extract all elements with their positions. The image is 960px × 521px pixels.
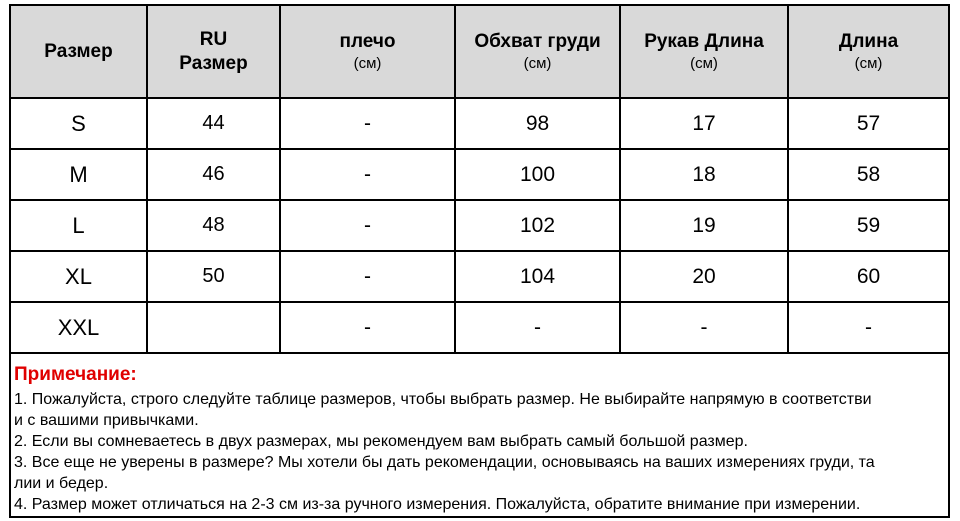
cell-length: 57 <box>788 98 948 149</box>
header-size: Размер <box>11 6 147 98</box>
cell-ru-size <box>147 302 280 353</box>
cell-chest: 102 <box>455 200 620 251</box>
cell-length: 58 <box>788 149 948 200</box>
note-line: лии и бедер. <box>14 475 109 492</box>
note-line: 4. Размер может отличаться на 2-3 см из-за ручного измерения. Пожалуйста, обратите внимание при измерении. <box>14 496 861 513</box>
cell-ru-size: 48 <box>147 200 280 251</box>
cell-ru-size: 44 <box>147 98 280 149</box>
note-line: 3. Все еще не уверены в размере? Мы хотели бы дать рекомендации, основываясь на ваших измерениях груди, та <box>14 454 875 471</box>
header-sleeve-length: Рукав Длина (см) <box>620 6 788 98</box>
cell-length: 60 <box>788 251 948 302</box>
cell-sleeve: 20 <box>620 251 788 302</box>
cell-shoulder: - <box>280 251 455 302</box>
size-chart-sheet <box>9 4 950 518</box>
note-line: 1. Пожалуйста, строго следуйте таблице размеров, чтобы выбрать размер. Не выбирайте напрямую в соответстви <box>14 391 872 408</box>
table-row <box>11 251 948 302</box>
cell-shoulder: - <box>280 200 455 251</box>
cell-ru-size: 50 <box>147 251 280 302</box>
table-row <box>11 200 948 251</box>
header-length: Длина (см) <box>788 6 948 98</box>
cell-chest: 104 <box>455 251 620 302</box>
cell-shoulder: - <box>280 149 455 200</box>
cell-size: XXL <box>11 302 147 353</box>
header-ru-size: RU Размер <box>147 6 280 98</box>
table-row <box>11 149 948 200</box>
table-row <box>11 98 948 149</box>
cell-chest: 98 <box>455 98 620 149</box>
header-shoulder: плечо (см) <box>280 6 455 98</box>
cell-size: M <box>11 149 147 200</box>
cell-sleeve: - <box>620 302 788 353</box>
cell-chest: - <box>455 302 620 353</box>
cell-shoulder: - <box>280 98 455 149</box>
cell-shoulder: - <box>280 302 455 353</box>
header-row <box>11 6 948 98</box>
size-table <box>11 6 948 354</box>
notes-title: Примечание: <box>14 364 137 385</box>
header-chest: Обхват груди (см) <box>455 6 620 98</box>
note-line: 2. Если вы сомневаетесь в двух размерах, мы рекомендуем вам выбрать самый большой размер. <box>14 433 748 450</box>
cell-sleeve: 18 <box>620 149 788 200</box>
notes-section <box>11 351 948 515</box>
note-line: и с вашими привычками. <box>14 412 199 429</box>
cell-size: S <box>11 98 147 149</box>
cell-length: 59 <box>788 200 948 251</box>
cell-length: - <box>788 302 948 353</box>
cell-size: L <box>11 200 147 251</box>
cell-size: XL <box>11 251 147 302</box>
cell-chest: 100 <box>455 149 620 200</box>
cell-ru-size: 46 <box>147 149 280 200</box>
cell-sleeve: 17 <box>620 98 788 149</box>
cell-sleeve: 19 <box>620 200 788 251</box>
table-row <box>11 302 948 353</box>
